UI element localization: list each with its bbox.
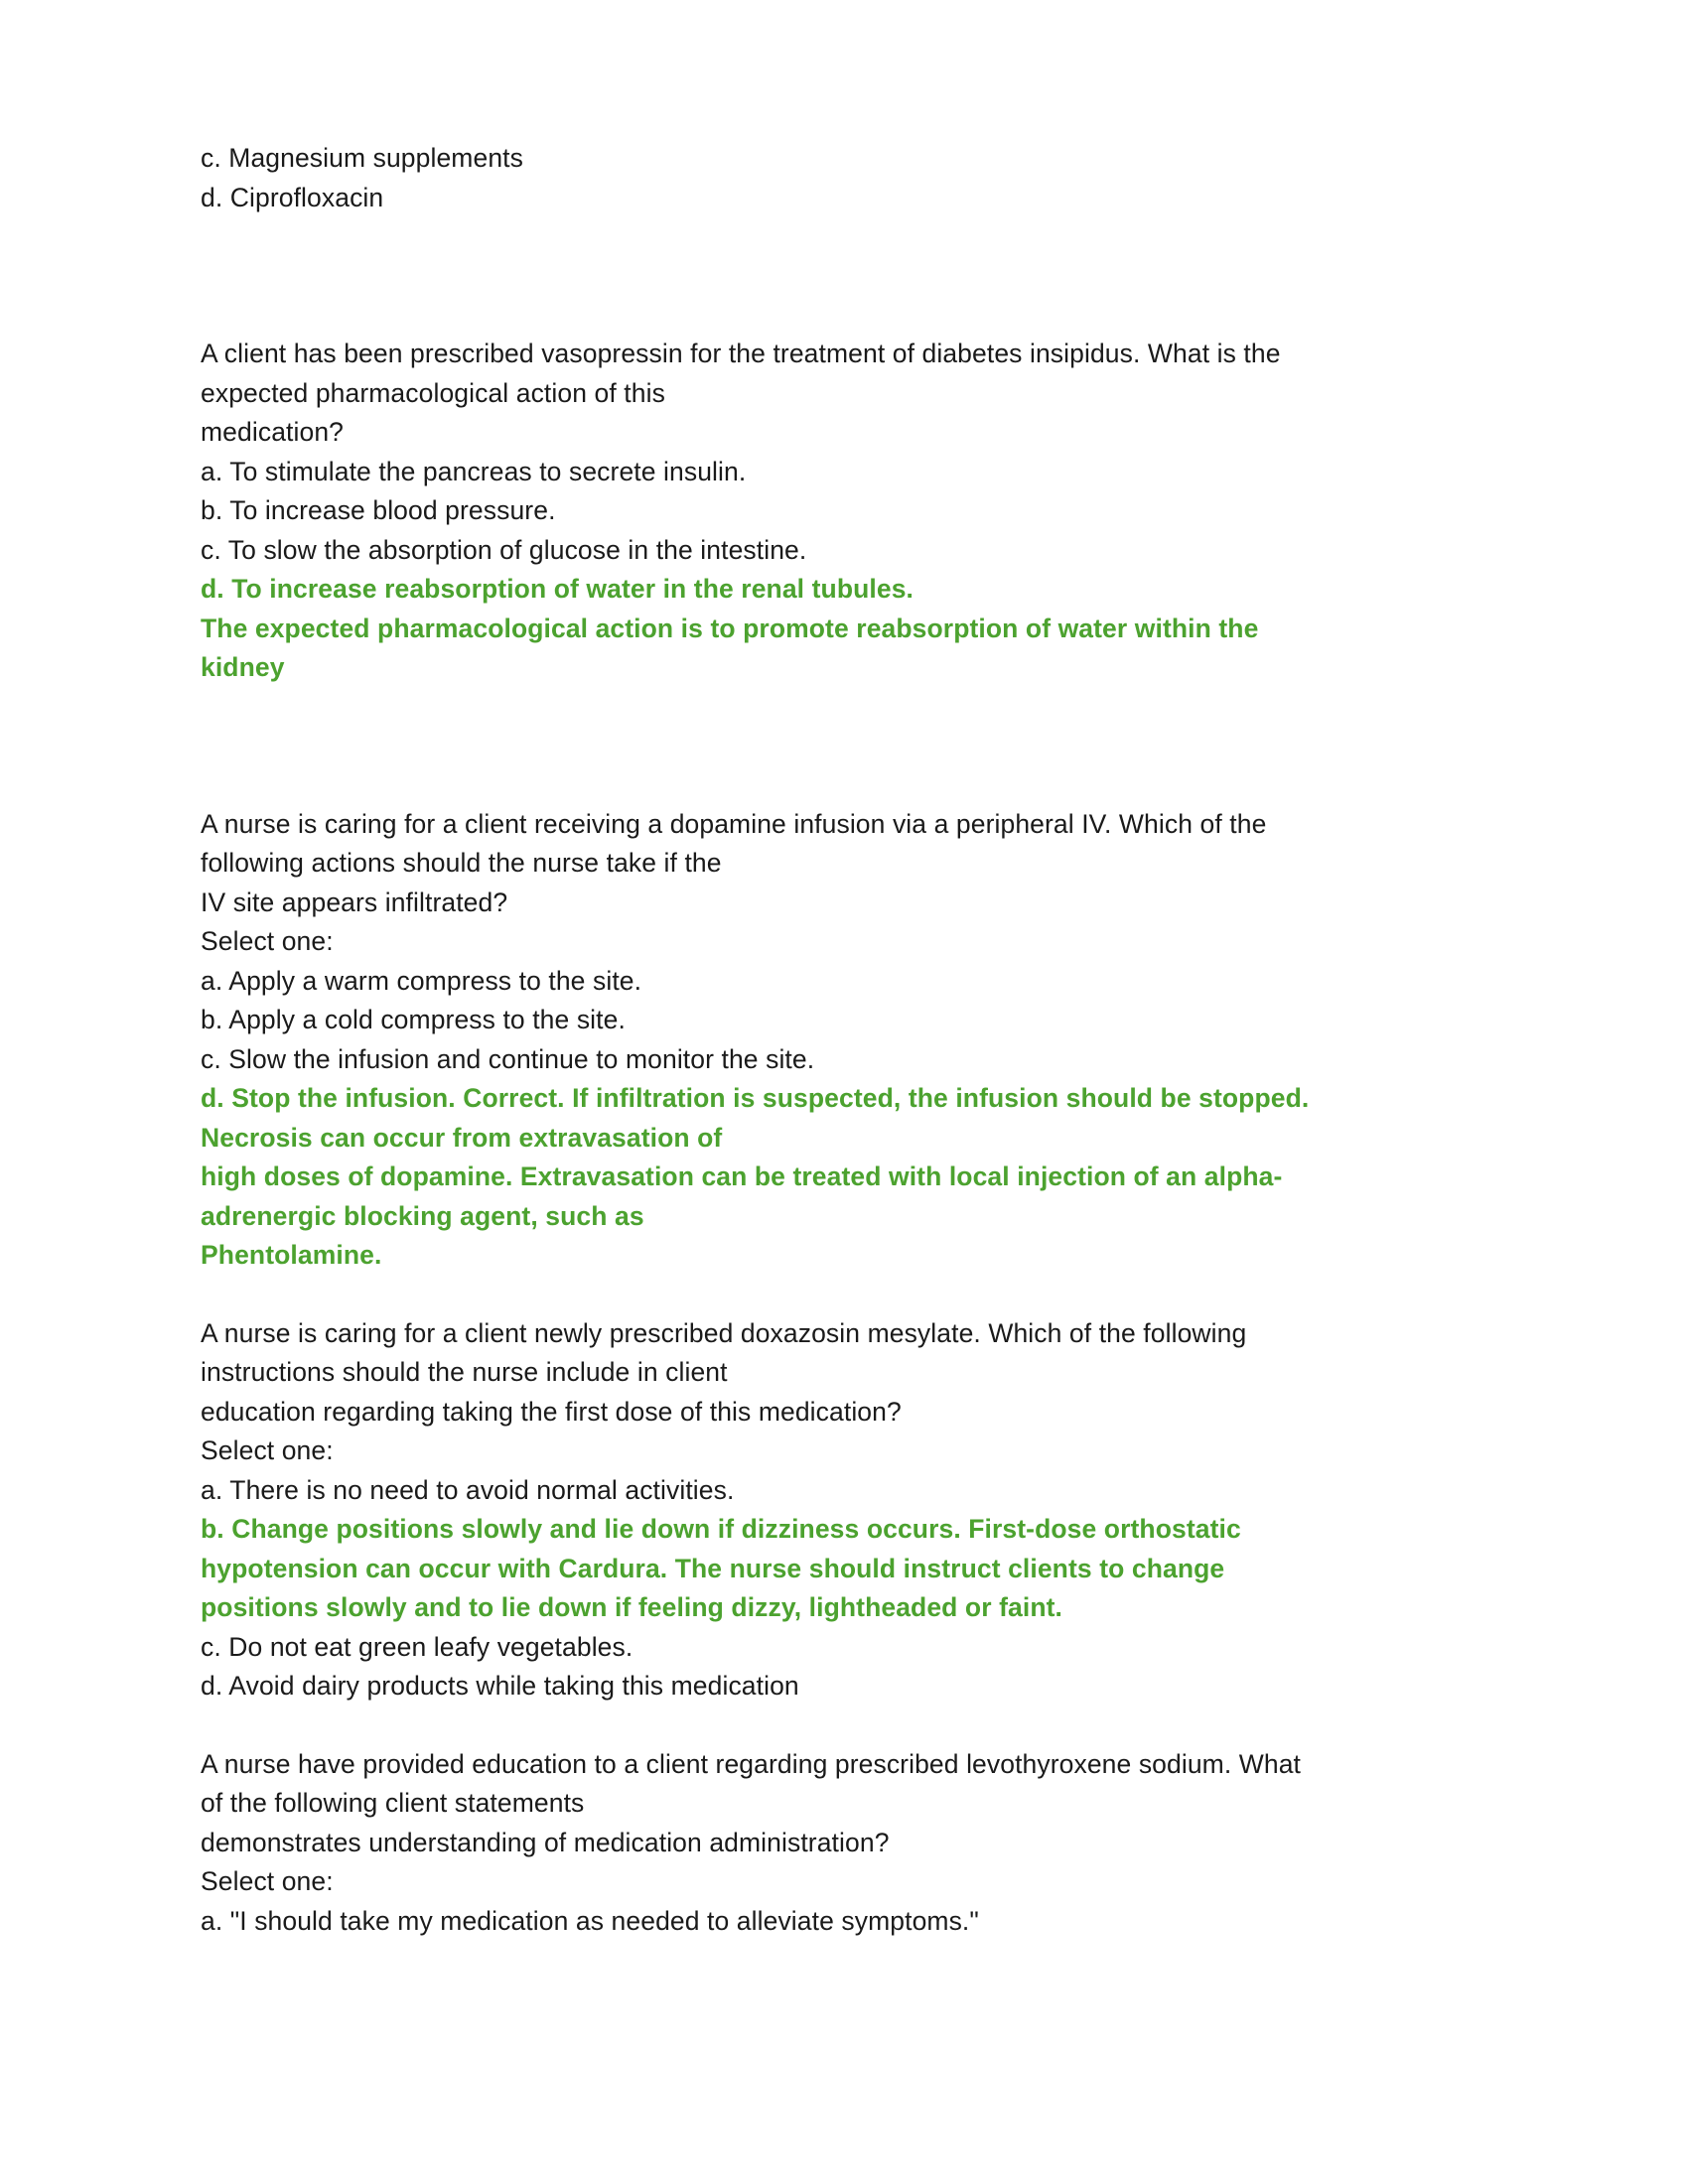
option-line: b. To increase blood pressure.: [201, 495, 556, 525]
rationale-line: kidney: [201, 652, 285, 682]
section-spacer: [201, 1276, 1450, 1314]
question-block-levothyroxene: [201, 1745, 1450, 1942]
option-line: a. To stimulate the pancreas to secrete insulin.: [201, 456, 747, 486]
option-line: c. To slow the absorption of glucose in the intestine.: [201, 534, 807, 565]
question-line: expected pharmacological action of this: [201, 377, 665, 408]
rationale-line: high doses of dopamine. Extravasation can be treated with local injection of an alpha-: [201, 1161, 1283, 1191]
question-line: demonstrates understanding of medication administration?: [201, 1827, 890, 1857]
question-block-dopamine: [201, 805, 1450, 1276]
question-line: IV site appears infiltrated?: [201, 887, 508, 917]
option-line: c. Slow the infusion and continue to monitor the site.: [201, 1043, 815, 1074]
option-line: a. Apply a warm compress to the site.: [201, 965, 642, 996]
rationale-line: positions slowly and to lie down if feeling dizzy, lightheaded or faint.: [201, 1592, 1062, 1622]
question-line: A nurse is caring for a client newly prescribed doxazosin mesylate. Which of the following: [201, 1317, 1247, 1348]
question-line: A nurse is caring for a client receiving a dopamine infusion via a peripheral IV. Which of the: [201, 808, 1267, 839]
rationale-line: adrenergic blocking agent, such as: [201, 1200, 644, 1231]
correct-answer-line: d. Stop the infusion. Correct. If infiltration is suspected, the infusion should be stopped.: [201, 1083, 1310, 1113]
option-line: a. There is no need to avoid normal activities.: [201, 1474, 735, 1505]
question-line: A client has been prescribed vasopressin for the treatment of diabetes insipidus. What is the: [201, 339, 1281, 368]
question-line: medication?: [201, 417, 344, 447]
select-one-label: Select one:: [201, 1866, 334, 1896]
select-one-label: Select one:: [201, 1435, 334, 1465]
option-line: d. Avoid dairy products while taking this medication: [201, 1671, 799, 1701]
question-line: instructions should the nurse include in client: [201, 1357, 728, 1387]
rationale-line: Necrosis can occur from extravasation of: [201, 1122, 723, 1153]
question-line: education regarding taking the first dose of this medication?: [201, 1396, 902, 1427]
question-line: following actions should the nurse take if the: [201, 848, 722, 878]
option-line: c. Do not eat green leafy vegetables.: [201, 1631, 633, 1662]
option-line: a. "I should take my medication as needed to alleviate symptoms.": [201, 1905, 979, 1936]
question-line: A nurse have provided education to a client regarding prescribed levothyroxene sodium. What: [201, 1748, 1302, 1779]
correct-answer-line: d. To increase reabsorption of water in the renal tubules.: [201, 574, 914, 604]
section-spacer: [201, 217, 1450, 335]
document-body: [201, 139, 1450, 1941]
option-line: c. Magnesium supplements: [201, 143, 523, 173]
rationale-line: The expected pharmacological action is to promote reabsorption of water within the: [201, 613, 1259, 643]
question-block-vasopressin: [201, 335, 1450, 688]
section-spacer: [201, 688, 1450, 805]
correct-answer-line: b. Change positions slowly and lie down if dizziness occurs. First-dose orthostatic: [201, 1514, 1241, 1544]
question-line: of the following client statements: [201, 1788, 585, 1818]
question-block-doxazosin: [201, 1314, 1450, 1706]
section-spacer: [201, 1706, 1450, 1745]
option-line: d. Ciprofloxacin: [201, 182, 384, 212]
option-line: b. Apply a cold compress to the site.: [201, 1005, 626, 1034]
rationale-line: Phentolamine.: [201, 1240, 382, 1270]
select-one-label: Select one:: [201, 926, 334, 956]
answer-options-carryover: [201, 139, 1450, 217]
rationale-line: hypotension can occur with Cardura. The nurse should instruct clients to change: [201, 1553, 1225, 1583]
